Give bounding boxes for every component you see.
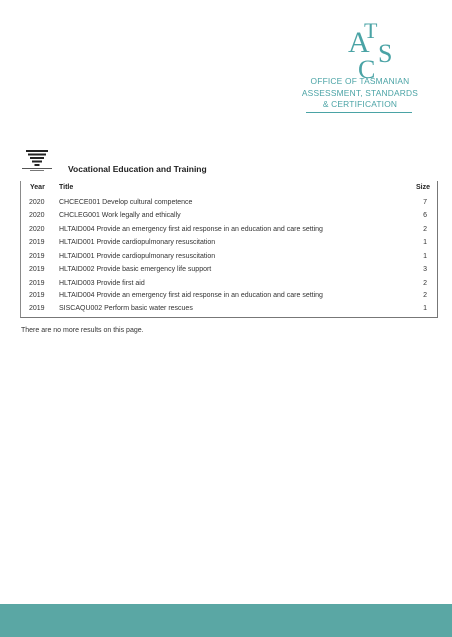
cell-size: 3 bbox=[423, 266, 427, 273]
logo-letter-a: A bbox=[348, 26, 370, 59]
cell-year: 2020 bbox=[29, 199, 45, 206]
cell-title: SISCAQU002 Perform basic water rescues bbox=[59, 305, 193, 312]
cell-title: HLTAID001 Provide cardiopulmonary resuscitation bbox=[59, 239, 216, 246]
cell-year: 2020 bbox=[29, 212, 45, 219]
table-row bbox=[21, 226, 437, 239]
table-row bbox=[21, 239, 437, 252]
results-table bbox=[20, 181, 438, 318]
cell-title: CHCLEG001 Work legally and ethically bbox=[59, 212, 181, 219]
cell-size: 2 bbox=[423, 292, 427, 299]
cell-year: 2019 bbox=[29, 305, 45, 312]
org-line-2: ASSESSMENT, STANDARDS bbox=[301, 87, 419, 98]
cell-year: 2019 bbox=[29, 252, 45, 260]
cell-size: 2 bbox=[423, 279, 427, 287]
atsc-logo-icon bbox=[330, 18, 410, 80]
org-name bbox=[300, 76, 420, 111]
cell-year: 2019 bbox=[29, 292, 45, 299]
header-title: Title bbox=[59, 184, 74, 191]
cell-title: HLTAID003 Provide first aid bbox=[59, 279, 145, 287]
cell-size: 7 bbox=[423, 199, 427, 206]
table-row bbox=[21, 305, 437, 318]
logo-divider bbox=[306, 112, 412, 113]
header-year: Year bbox=[30, 184, 45, 191]
cell-title: CHCECE001 Develop cultural competence bbox=[59, 199, 193, 206]
cell-size: 2 bbox=[423, 225, 427, 233]
org-line-1: OFFICE OF TASMANIAN bbox=[310, 76, 410, 86]
cell-year: 2020 bbox=[29, 225, 45, 233]
logo-letter-s: S bbox=[378, 39, 393, 68]
table-row bbox=[21, 199, 437, 212]
table-row bbox=[21, 292, 437, 305]
cell-title: HLTAID004 Provide an emergency first aid response in an education and care setting bbox=[59, 292, 323, 299]
header-size: Size bbox=[415, 184, 430, 191]
cell-title: HLTAID002 Provide basic emergency life support bbox=[59, 266, 212, 273]
no-more-results-note: There are no more results on this page. bbox=[21, 327, 144, 334]
cell-size: 6 bbox=[423, 212, 427, 219]
cell-title: HLTAID004 Provide an emergency first aid response in an education and care setting bbox=[59, 225, 323, 233]
government-crest-icon bbox=[20, 150, 54, 172]
logo-letter-c: C bbox=[358, 55, 376, 80]
cell-year: 2019 bbox=[29, 279, 45, 287]
section-title: Vocational Education and Training bbox=[68, 164, 207, 174]
table-header bbox=[21, 184, 437, 196]
cell-size: 1 bbox=[423, 305, 427, 312]
cell-title: HLTAID001 Provide cardiopulmonary resuscitation bbox=[59, 252, 216, 260]
cell-size: 1 bbox=[423, 252, 427, 260]
table-row bbox=[21, 212, 437, 225]
table-row bbox=[21, 280, 437, 293]
cell-year: 2019 bbox=[29, 239, 45, 246]
cell-size: 1 bbox=[423, 239, 427, 246]
table-row bbox=[21, 266, 437, 279]
org-line-3: & CERTIFICATION bbox=[322, 99, 398, 109]
cell-year: 2019 bbox=[29, 266, 45, 273]
footer-band bbox=[0, 604, 452, 637]
table-row bbox=[21, 253, 437, 266]
logo-letter-t: T bbox=[364, 18, 378, 43]
